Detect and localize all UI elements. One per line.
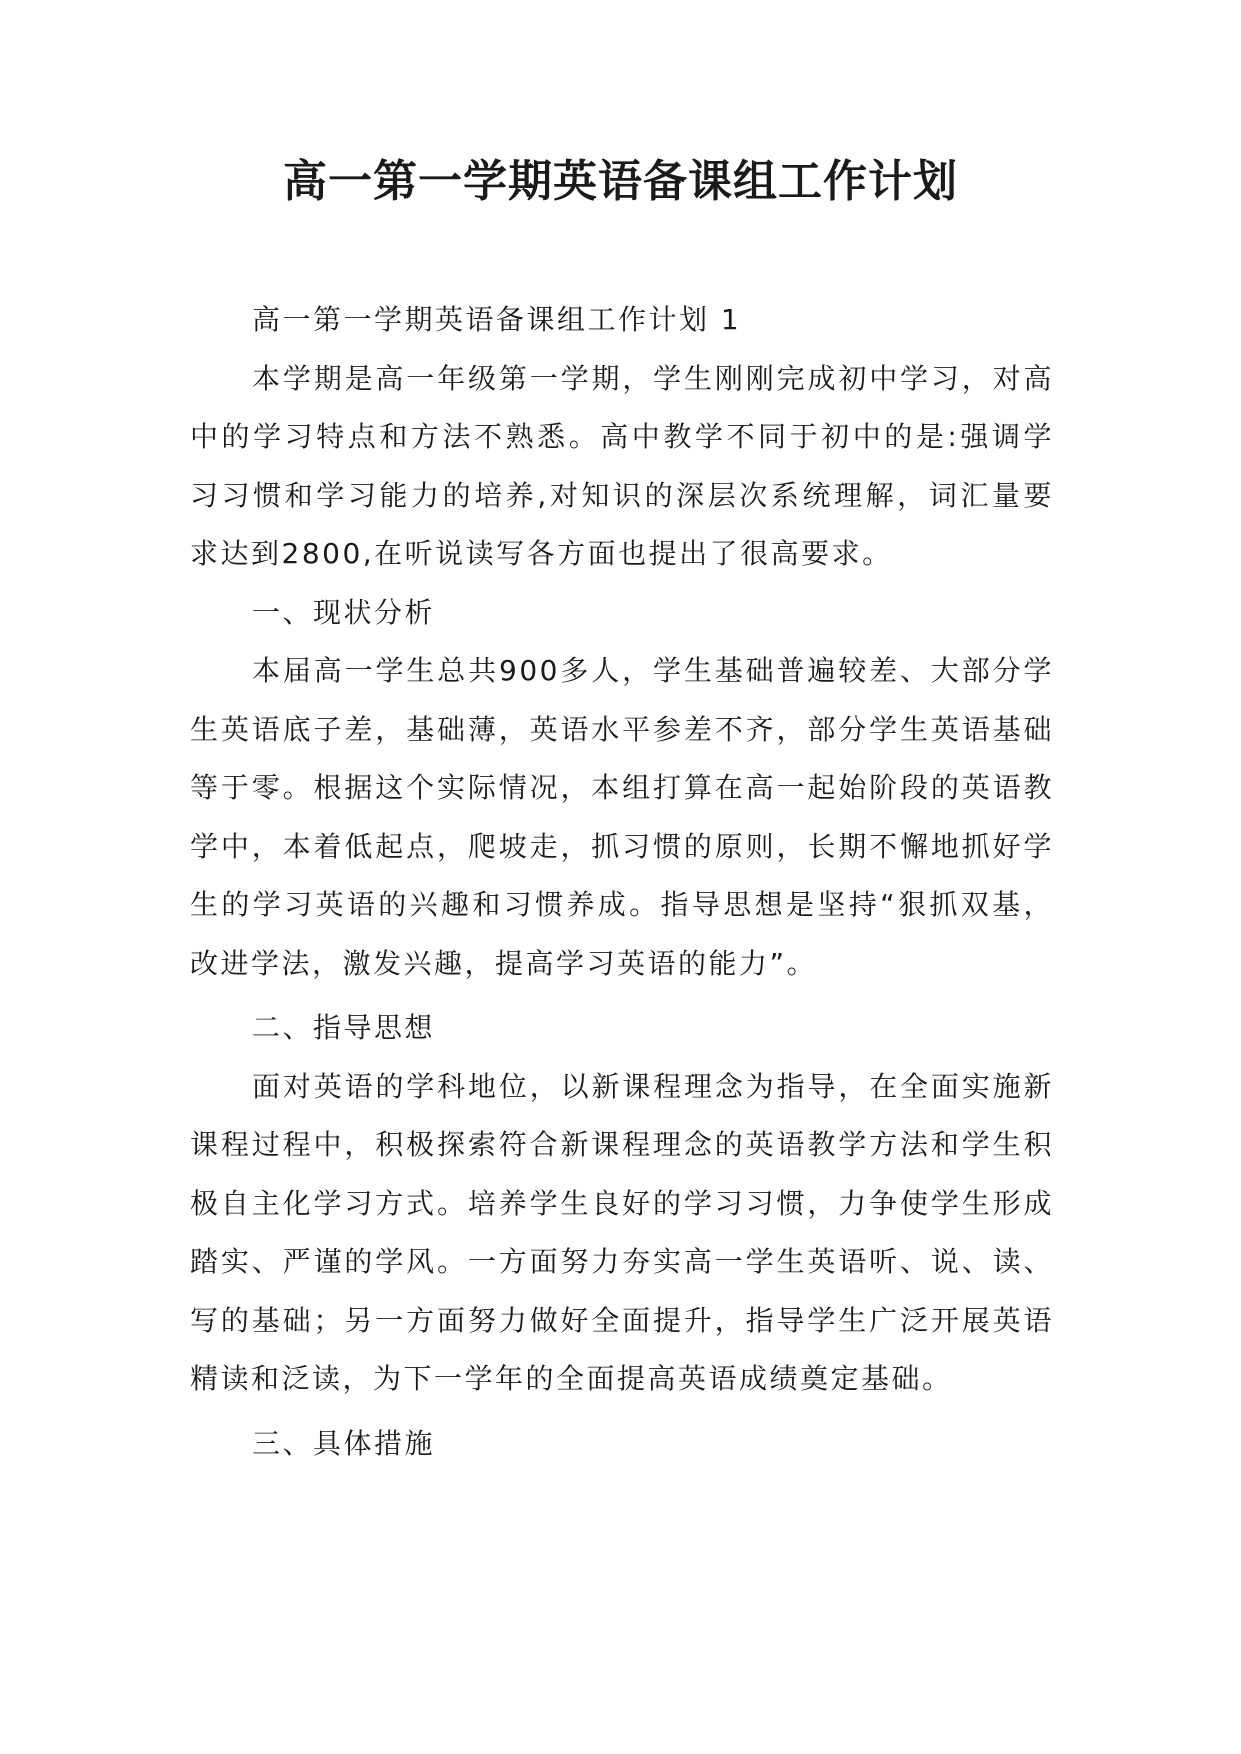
section-heading-guiding: 二、指导思想 bbox=[252, 1011, 436, 1044]
section-body-status: 本届高一学生总共900多人，学生基础普遍较差、大部分学生英语底子差，基础薄，英语水平参差不齐，部分学生英语基础等于零。根据这个实际情况，本组打算在高一起始阶段的英语教学中，本着低起点，爬坡走，抓习惯的原则，长期不懈地抓好学生的学习英语的兴趣和习惯养成。指导思想是坚持“狠抓双基，改进学法，激发兴趣，提高学习英语的能力”。 bbox=[190, 654, 1054, 980]
document-title: 高一第一学期英语备课组工作计划 bbox=[283, 156, 958, 207]
section-heading-status: 一、现状分析 bbox=[252, 595, 436, 629]
section-body-guiding: 面对英语的学科地位，以新课程理念为指导，在全面实施新课程过程中，积极探索符合新课程理念的英语教学方法和学生积极自主化学习方式。培养学生良好的学习习惯，力争使学生形成踏实、严谨的学风。一方面努力夯实高一学生英语听、说、读、写的基础；另一方面努力做好全面提升，指导学生广泛开展英语精读和泛读，为下一学年的全面提高英语成绩奠定基础。 bbox=[190, 1069, 1054, 1395]
document-body bbox=[190, 291, 1054, 1473]
section-heading-measures: 三、具体措施 bbox=[252, 1426, 436, 1460]
intro-paragraph: 本学期是高一年级第一学期，学生刚刚完成初中学习，对高中的学习特点和方法不熟悉。高中教学不同于初中的是:强调学习习惯和学习能力的培养,对知识的深层次系统理解，词汇量要求达到2800,在听说读写各方面也提出了很高要求。 bbox=[190, 361, 1054, 570]
document-subtitle: 高一第一学期英语备课组工作计划 1 bbox=[252, 303, 742, 336]
